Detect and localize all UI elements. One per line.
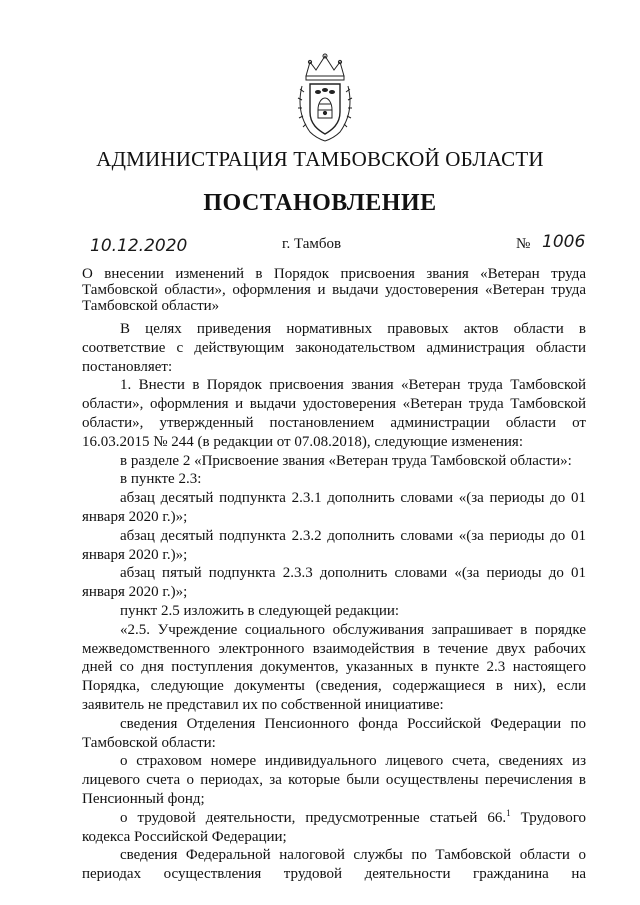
body-paragraph-labor [82, 809, 586, 847]
document-subject [82, 266, 586, 314]
body-paragraph: в пункте 2.3: [120, 471, 202, 488]
body-paragraph: 1. Внести в Порядок присвоения звания «Ветеран труда Тамбовской области», оформления и выдачи удостоверения «Ветеран труда Тамбовской области», утвержденный постановлением администрации области от 16.03.2015 № 244 (в редакции от 07.08.2018), следующие изменения: [82, 377, 586, 450]
body-paragraph: о страховом номере индивидуального лицевого счета, сведениях из лицевого счета о периодах, за которые были осуществлены перечисления в Пенсионный фонд; [82, 753, 586, 807]
labor-text: о трудовой деятельности, предусмотренные статьей 66. [120, 809, 507, 826]
body-paragraph: абзац десятый подпункта 2.3.2 дополнить словами «(за периоды до 01 января 2020 г.)»; [82, 527, 586, 563]
body-paragraph: сведения Федеральной налоговой службы по Тамбовской области о периодах осуществления трудовой деятельности гражданина на [82, 847, 586, 883]
body-paragraph: в разделе 2 «Присвоение звания «Ветеран труда Тамбовской области»: [120, 452, 572, 469]
body-paragraph: абзац пятый подпункта 2.3.3 дополнить словами «(за периоды до 01 января 2020 г.)»; [82, 565, 586, 601]
document-city: г. Тамбов [282, 236, 342, 252]
article-superscript: 1 [506, 807, 511, 818]
subject-line: О внесении изменений в Порядок присвоения звания «Ветеран труда [82, 266, 586, 282]
body-paragraph: В целях приведения нормативных правовых актов области в соответствие с действующим законодательством администрация области постановляет: [82, 321, 586, 375]
body-paragraph: абзац десятый подпункта 2.3.1 дополнить словами «(за периоды до 01 января 2020 г.)»; [82, 490, 586, 525]
body-paragraph: «2.5. Учреждение социального обслуживания запрашивает в порядке межведомственного электронного взаимодействия в течение двух рабочих дней со дня поступления документов, указанных в пункте 2.3 настоящего Порядка, следующие документы (сведения, содержащиеся в них), если заявитель не представил их по собственной инициативе: [82, 621, 586, 713]
body-paragraph: сведения Отделения Пенсионного фонда Российской Федерации по Тамбовской области: [82, 715, 586, 751]
coat-of-arms-icon [296, 52, 354, 142]
document-date: 10.12.2020 [90, 236, 188, 256]
document-number-label: № [516, 236, 531, 252]
body-paragraph: пункт 2.5 изложить в следующей редакции: [120, 602, 400, 619]
document-number: 1006 [542, 232, 586, 252]
document-body [82, 320, 586, 884]
organization-title: АДМИНИСТРАЦИЯ ТАМБОВСКОЙ ОБЛАСТИ [96, 147, 544, 171]
document-type-title: ПОСТАНОВЛЕНИЕ [203, 190, 437, 216]
subject-line: Тамбовской области», оформления и выдачи удостоверения «Ветеран труда [82, 282, 586, 298]
subject-line: Тамбовской области» [82, 298, 220, 314]
labor-text-end: Трудового кодекса Российской Федерации; [82, 809, 587, 845]
